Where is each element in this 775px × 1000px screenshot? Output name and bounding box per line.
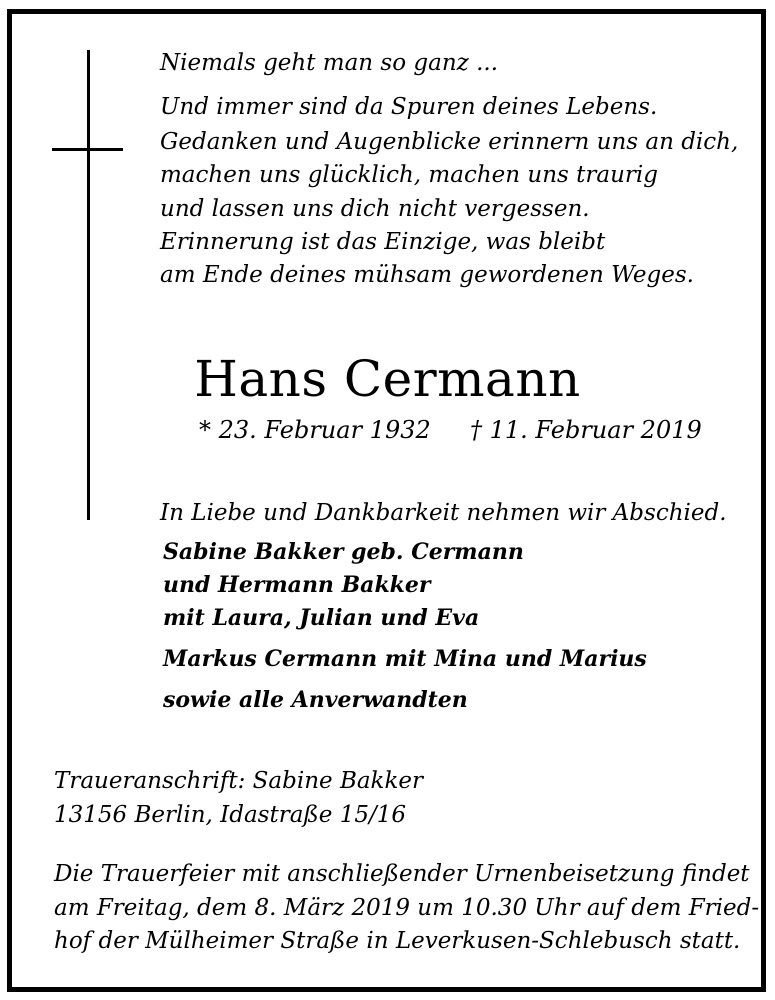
birth-date: * 23. Februar 1932 [199, 416, 431, 444]
family-line-3: mit Laura, Julian und Eva [163, 605, 480, 631]
death-date: † 11. Februar 2019 [470, 416, 702, 444]
ceremony-line-1: Die Trauerfeier mit anschließender Urnenbeisetzung findet [54, 861, 750, 887]
farewell-text: In Liebe und Dankbarkeit nehmen wir Abschied. [160, 500, 727, 526]
poem-line-3: machen uns glücklich, machen uns traurig [160, 162, 658, 188]
cross-icon-vertical [87, 50, 90, 520]
poem-line-2: Gedanken und Augenblicke erinnern uns an dich, [160, 129, 739, 155]
poem-intro: Niemals geht man so ganz ... [160, 50, 499, 76]
cross-icon-horizontal [52, 148, 123, 151]
poem-line-5: Erinnerung ist das Einzige, was bleibt [160, 229, 606, 255]
address-line-1: Traueranschrift: Sabine Bakker [54, 768, 424, 794]
poem-line-1: Und immer sind da Spuren deines Lebens. [160, 94, 658, 120]
family-line-2: und Hermann Bakker [163, 572, 431, 598]
family-line-4: Markus Cermann mit Mina und Marius [163, 646, 647, 672]
ceremony-line-2: am Freitag, dem 8. März 2019 um 10.30 Uhr auf dem Fried- [54, 895, 760, 921]
ceremony-line-3: hof der Mülheimer Straße in Leverkusen-Schlebusch statt. [54, 928, 741, 954]
family-line-5: sowie alle Anverwandten [163, 687, 468, 713]
family-line-1: Sabine Bakker geb. Cermann [163, 539, 524, 565]
poem-line-4: und lassen uns dich nicht vergessen. [160, 196, 590, 222]
deceased-name: Hans Cermann [194, 350, 581, 408]
address-line-2: 13156 Berlin, Idastraße 15/16 [54, 802, 406, 828]
poem-line-6: am Ende deines mühsam gewordenen Weges. [160, 262, 694, 288]
